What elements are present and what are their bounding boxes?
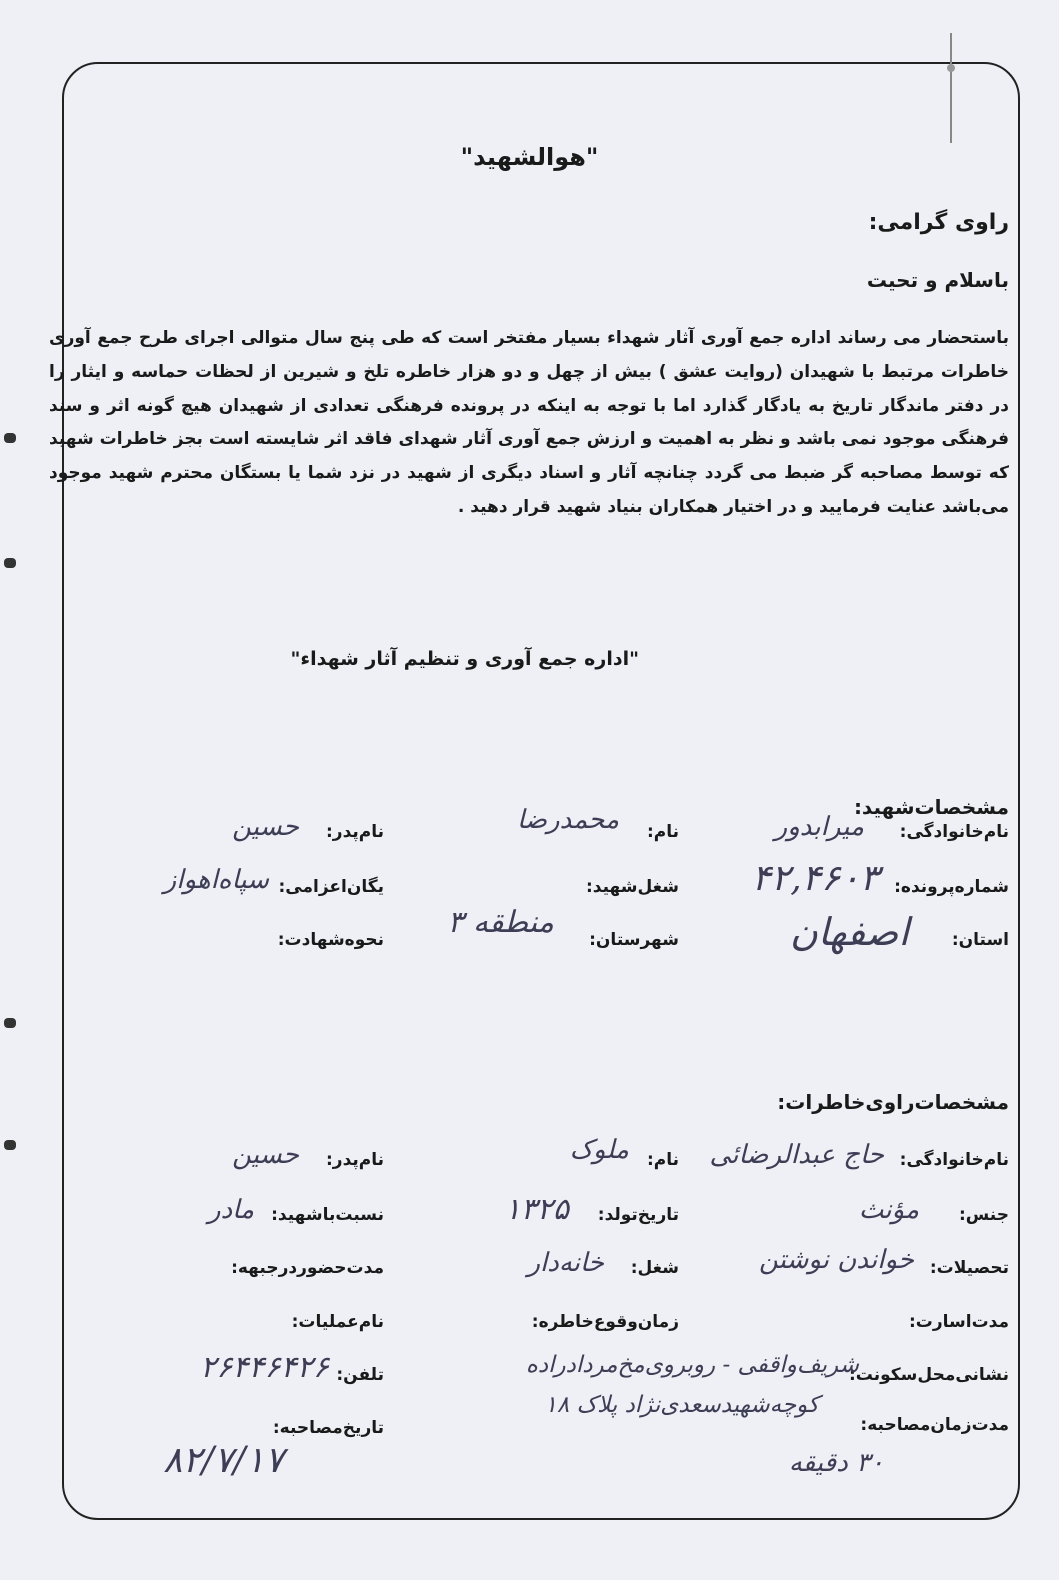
narrator-father-label: نام‌پدر: (325, 1150, 384, 1170)
martyr-unit-label: یگان‌اعزامی: (278, 877, 384, 897)
salutation: باسلام و تحیت (866, 268, 1009, 292)
martyr-city-label: شهرستان: (589, 930, 679, 950)
martyr-province-label: استان: (951, 930, 1009, 950)
martyr-name-label: نام: (646, 822, 679, 842)
narrator-birth-label: تاریخ‌تولد: (597, 1205, 679, 1225)
martyr-file-value: ۴۲,۴۶۰۳ (751, 858, 879, 899)
martyr-name-value: محمدرضا (517, 805, 619, 835)
narrator-address-label: نشانی‌محل‌سکونت: (848, 1365, 1009, 1385)
narrator-gender-value: مؤنث (858, 1195, 919, 1225)
page-title: "هوالشهید" (460, 143, 599, 171)
narrator-family-value: حاج عبدالرضائی (709, 1140, 884, 1170)
narrator-relation-label: نسبت‌باشهید: (271, 1205, 384, 1225)
martyr-unit-value: سپاه‌اهواز (163, 865, 269, 895)
martyr-province-value: اصفهان (789, 910, 909, 954)
narrator-interview-date-value: ۸۲/۷/۱۷ (163, 1440, 284, 1481)
martyr-family-value: میرابدور (774, 812, 864, 842)
letter-body (49, 322, 1009, 525)
narrator-job-label: شغل: (630, 1258, 679, 1278)
narrator-gender-label: جنس: (958, 1205, 1009, 1225)
punch-mark (4, 433, 16, 443)
narrator-front-label: مدت‌حضوردرجبهه: (231, 1258, 384, 1278)
greeting: راوی گرامی: (868, 210, 1009, 235)
staple-mark (944, 28, 958, 148)
narrator-address-value: شریف‌واقفی - روبروی‌مخ‌مرداد‌راد‌ه (525, 1352, 859, 1378)
punch-mark (4, 558, 16, 568)
martyr-father-label: نام‌پدر: (325, 822, 384, 842)
narrator-family-label: نام‌خانوادگی: (899, 1150, 1009, 1170)
narrator-birth-value: ۱۳۲۵ (504, 1192, 569, 1227)
narrator-memory-time-label: زمان‌وقوع‌خاطره: (531, 1312, 679, 1332)
narrator-phone-label: تلفن: (336, 1365, 384, 1385)
narrator-name-label: نام: (646, 1150, 679, 1170)
narrator-address-value-2: کوچه‌شهید‌سعدی‌نژاد پلاک ۱۸ (544, 1392, 819, 1418)
martyr-file-label: شماره‌پرونده: (894, 877, 1009, 897)
narrator-section-title: مشخصات‌راوی‌خاطرات: (777, 1090, 1009, 1114)
narrator-education-label: تحصیلات: (929, 1258, 1009, 1278)
martyr-section-title: مشخصات‌شهید: (853, 795, 1009, 819)
narrator-interview-date-label: تاریخ‌مصاحبه: (272, 1418, 384, 1438)
narrator-interview-duration-value: ۳۰ دقیقه (788, 1448, 884, 1478)
narrator-interview-duration-label: مدت‌زمان‌مصاحبه: (860, 1415, 1009, 1435)
narrator-name-value: ملوک (569, 1135, 629, 1165)
narrator-relation-value: مادر (208, 1195, 254, 1225)
narrator-father-value: حسین (232, 1140, 299, 1170)
narrator-job-value: خانه‌دار (527, 1248, 604, 1278)
narrator-education-value: خواندن نوشتن (758, 1245, 914, 1275)
narrator-operation-label: نام‌عملیات: (291, 1312, 384, 1332)
punch-mark (4, 1140, 16, 1150)
martyr-family-label: نام‌خانوادگی: (899, 822, 1009, 842)
letter-paragraph: باستحضار می رساند اداره جمع آوری آثار شهداء بسیار مفتخر است که طی پنج سال متوالی اجرای طرح جمع آوری خاطرات مرتبط با شهیدان (روایت عشق ) بیش از چهل و دو هزار خاطره تلخ و شیرین از لحظات حماسه و ایثار را در دفتر ماندگار تاریخ به یادگار گذارد اما با توجه به اینکه در پرونده فرهنگی تعدادی از شهیدان هیچ گونه اثر و سند فرهنگی موجود نمی باشد و نظر به اهمیت و ارزش جمع آوری آثار شهدای فاقد اثر شایسته است بجز خاطرات شهید که توسط مصاحبه گر ضبط می گردد چنانچه آثار و اسناد دیگری از شهید در نزد شما یا بستگان محترم شهید موجود می‌باشد عنایت فرمایید و در اختیار همکاران بنیاد شهید قرار دهید . (49, 328, 1009, 517)
punch-mark (4, 1018, 16, 1028)
signature: "اداره جمع آوری و تنظیم آثار شهداء" (290, 648, 639, 670)
martyr-martyrdom-label: نحوه‌شهادت: (277, 930, 384, 950)
narrator-phone-value: ۲۶۴۴۶۴۲۶ (200, 1350, 329, 1385)
narrator-captivity-label: مدت‌اسارت: (908, 1312, 1009, 1332)
martyr-occupation-label: شغل‌شهید: (586, 877, 679, 897)
martyr-city-value: منطقه ۳ (447, 905, 554, 940)
martyr-father-value: حسین (232, 812, 299, 842)
